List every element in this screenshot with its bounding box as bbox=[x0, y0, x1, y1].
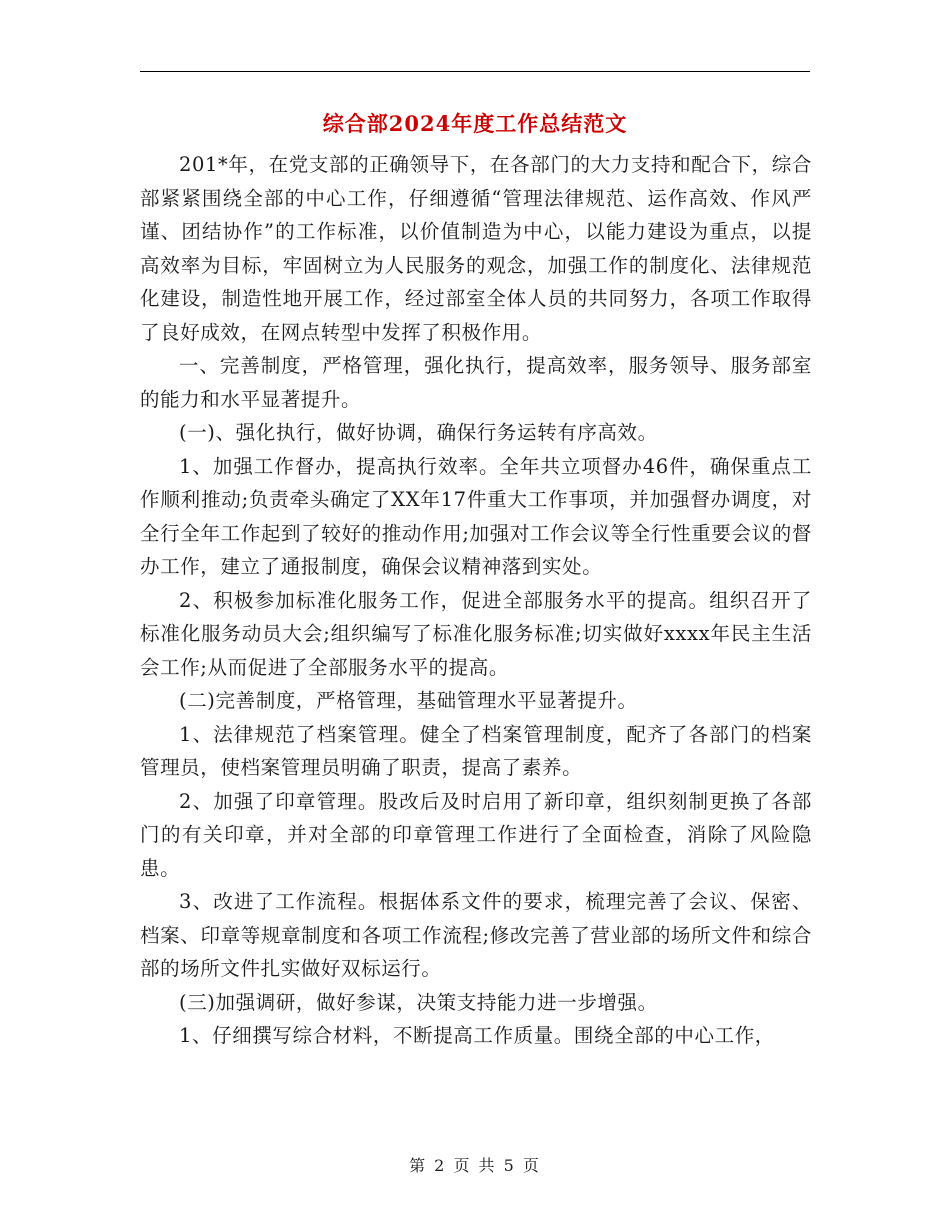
document-body bbox=[140, 148, 812, 1053]
page-number: 第 2 页 共 5 页 bbox=[409, 1156, 541, 1175]
paragraph-item: 2、加强了印章管理。股改后及时启用了新印章，组织刻制更换了各部门的有关印章，并对全部的印章管理工作进行了全面检查，消除了风险隐患。 bbox=[140, 789, 812, 880]
paragraph-item: 3、改进了工作流程。根据体系文件的要求，梳理完善了会议、保密、档案、印章等规章制度和各项工作流程;修改完善了营业部的场所文件和综合部的场所文件扎实做好双标运行。 bbox=[140, 890, 812, 980]
header-rule bbox=[140, 71, 810, 72]
paragraph-item: 2、积极参加标准化服务工作，促进全部服务水平的提高。组织召开了标准化服务动员大会;组织编写了标准化服务标准;切实做好xxxx年民主生活会工作;从而促进了全部服务水平的提高。 bbox=[140, 588, 812, 679]
paragraph-item: 1、仔细撰写综合材料，不断提高工作质量。围绕全部的中心工作， bbox=[179, 1024, 775, 1047]
document-title: 综合部2024年度工作总结范文 bbox=[322, 111, 628, 136]
section-heading-1: 一、完善制度，严格管理，强化执行，提高效率，服务领导、服务部室的能力和水平显著提升。 bbox=[140, 354, 812, 411]
paragraph-item: 1、法律规范了档案管理。健全了档案管理制度，配齐了各部门的档案管理员，使档案管理员明确了职责，提高了素养。 bbox=[140, 722, 812, 779]
paragraph-intro: 201*年，在党支部的正确领导下，在各部门的大力支持和配合下，综合部紧紧围绕全部的中心工作，仔细遵循“管理法律规范、运作高效、作风严谨、团结协作”的工作标准，以价值制造为中心，以能力建设为重点，以提高效率为目标，牢固树立为人民服务的观念，加强工作的制度化、法律规范化建设，制造性地开展工作，经过部室全体人员的共同努力，各项工作取得了良好成效，在网点转型中发挥了积极作用。 bbox=[140, 153, 812, 344]
subsection-heading-1: (一)、强化执行，做好协调，确保行务运转有序高效。 bbox=[179, 421, 658, 444]
subsection-heading-2: (二)完善制度，严格管理，基础管理水平显著提升。 bbox=[179, 689, 638, 712]
paragraph-item: 1、加强工作督办，提高执行效率。全年共立项督办46件，确保重点工作顺利推动;负责牵头确定了XX年17件重大工作事项，并加强督办调度，对全行全年工作起到了较好的推动作用;加强对工作会议等全行性重要会议的督办工作，建立了通报制度，确保会议精神落到实处。 bbox=[140, 454, 812, 578]
subsection-heading-3: (三)加强调研，做好参谋，决策支持能力进一步增强。 bbox=[179, 990, 658, 1014]
